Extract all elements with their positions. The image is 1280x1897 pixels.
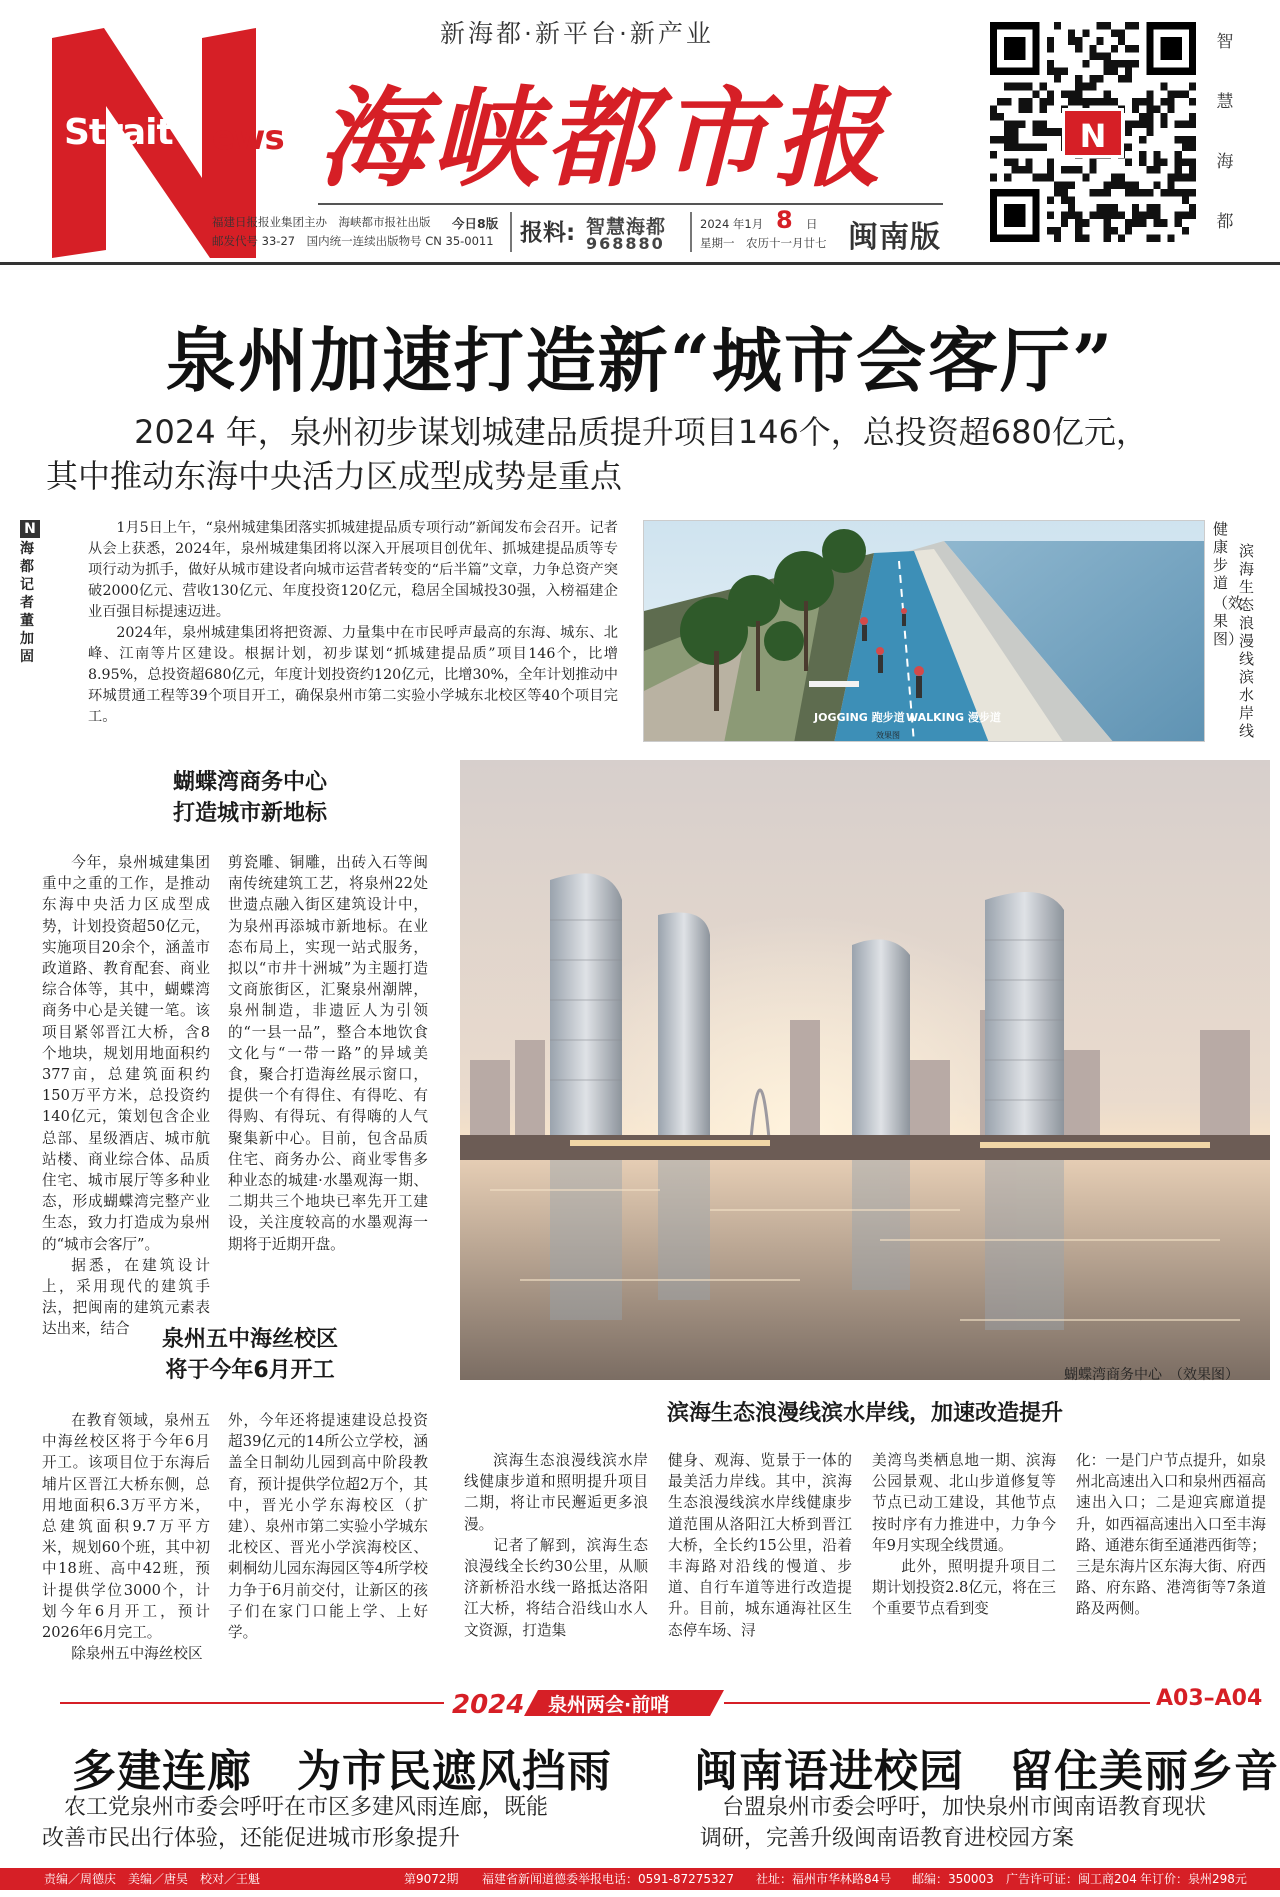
- body-paragraph: 据悉，在建筑设计上，采用现代的建筑手法，把闽南的建筑元素表达出来，结合: [42, 1256, 210, 1338]
- caption-col: 健康步道: [1213, 520, 1229, 592]
- section3-col3: [872, 1450, 1056, 1620]
- qr-side-char: 海: [1216, 152, 1234, 172]
- footer-license: 广告许可证：闽工商204: [1006, 1872, 1137, 1886]
- body-paragraph: 今年，泉州城建集团重中之重的工作，是推动东海中央活力区成型成势，计划投资超50亿元，实施项目20余个，涵盖市政道路、教育配套、商业综合体等，其中，蝴蝶湾商务中心是关键一笔。该项目紧邻晋江大桥，含8个地块，规划用地面积约377亩，总建筑面积约150万平方米，总投资约140亿元，策划包含企业总部、星级酒店、城市航站楼、商业综合体、品质住宅、城市展厅等多种业态，形成蝴蝶湾完整产业生态，致力打造成为泉州的“城市会客厅”。: [42, 854, 210, 1253]
- lead-subhead-line2: 其中推动东海中央活力区成型成势是重点: [46, 457, 623, 495]
- hotline-number: 968880: [586, 234, 665, 253]
- promo-summary-line: 改善市民出行体验，还能促进城市形象提升: [42, 1826, 461, 1851]
- body-paragraph: 剪瓷雕、铜雕，出砖入石等闽南传统建筑工艺，将泉州22处世遗点融入街区建筑设计中，为泉州再添城市新地标。在业态布局上，实现一站式服务，拟以“市井十洲城”为主题打造文商旅街区，汇聚泉州潮牌，泉州制造，非遗匠人为引领的“一县一品”，整合本地饮食文化与“一带一路”的异域美食，聚合打造海丝展示窗口，提供一个有得住、有得吃、有得购、有得玩、有得嗨的人气聚集新中心。目前，包含品质住宅、商务办公、商业零售多种业态的城建·水墨观海一期、二期共三个地块已率先开工建设，关注度较高的水墨观海一期将于近期开盘。: [228, 854, 428, 1253]
- qr-side-char: 智: [1216, 32, 1234, 52]
- slogan: 新海都·新平台·新产业: [440, 19, 714, 48]
- section2-title-line: 将于今年6月开工: [165, 1358, 335, 1383]
- date-suffix: 日: [806, 217, 818, 231]
- date-day: 8: [776, 206, 793, 234]
- masthead-rule: [318, 203, 943, 205]
- masthead-border: [0, 262, 1280, 265]
- section1-title-line: 打造城市新地标: [172, 801, 327, 826]
- logo-ews-text: ews: [212, 118, 284, 158]
- promenade-illustration: [644, 521, 1205, 742]
- body-paragraph: 健身、观海、览景于一体的最美活力岸线。其中，滨海生态浪漫线滨水岸线健康步道范围从洛阳江大桥到晋江大桥，全长约15公里，沿着丰海路对沿线的慢道、步道、自行车道等进行改造提升。目前，城东通海社区生态停车场、浔: [668, 1452, 852, 1639]
- section3-title: 滨海生态浪漫线滨水岸线，加速改造提升: [666, 1401, 1063, 1426]
- body-paragraph: 滨海生态浪漫线滨水岸线健康步道和照明提升项目二期，将让市民邂逅更多浪漫。: [464, 1452, 648, 1533]
- promo-summary-line: 农工党泉州市委会呼吁在市区多建风雨连廊，既能: [64, 1795, 549, 1820]
- body-paragraph: 外，今年还将提速建设总投资超39亿元的14所公立学校，涵盖全日制幼儿园到高中阶段教育，预计提供学位超2万个，其中，晋光小学东海校区（扩建）、泉州市第二实验小学城东北校区、晋光小学滨海校区、刺桐幼儿园东海园区等4所学校力争于6月前交付，让新区的孩子们在家门口能上学、上好学。: [228, 1412, 428, 1642]
- byline-text: 海都记者 董加固: [20, 541, 48, 665]
- hotline-label: 报料:: [520, 220, 576, 246]
- skyline-illustration: [460, 760, 1270, 1380]
- section3-col4: [1076, 1450, 1266, 1620]
- footer-issue: 第9072期: [404, 1872, 459, 1886]
- logo-strait-text: Strait: [64, 112, 173, 153]
- intro-paragraph: 2024年，泉州城建集团将把资源、力量集中在市民呼声最高的东海、城东、北峰、江南等片区建设。根据计划，初步谋划“抓城建提品质”项目146个，比增8.95%，总投资超680亿元，年度计划投资约120亿元，比增30%，全年计划推动中环城贯通工程等39个项目开工，确保泉州市第二实验小学城东北校区等40个项目完工。: [88, 625, 618, 725]
- paper-name: 海峡都市报: [318, 76, 889, 202]
- walking-label: WALKING 漫步道: [906, 711, 1001, 724]
- section1-title: [60, 767, 440, 829]
- jogging-label: JOGGING 跑步道: [814, 711, 905, 724]
- body-paragraph: 此外，照明提升项目二期计划投资2.8亿元，将在三个重要节点看到变: [872, 1558, 1056, 1618]
- caption-col: （效果图）: [1213, 594, 1244, 648]
- qr-side-char: 都: [1216, 212, 1234, 232]
- promo-tag-shape: [444, 1686, 724, 1720]
- lead-subhead-line1: 2024 年，泉州初步谋划城建品质提升项目146个，总投资超680亿元，: [134, 413, 1148, 451]
- intro-paragraph: 1月5日上午，“泉州城建集团落实抓城建提品质专项行动”新闻发布会召开。记者从会上获悉，2024年，泉州城建集团将以深入开展项目创优年、抓城建提品质等专项行动为抓手，做好从城市建设者向城市运营者转变的“后半篇”文章，力争总资产突破2000亿元、营收130亿元、年度投资120亿元，稳居全国城投30强，入榜福建企业百强目标提速迈进。: [88, 520, 618, 620]
- section1-col2: [228, 852, 428, 1255]
- intro-text: [88, 518, 618, 728]
- edition-name: 闽南版: [848, 220, 941, 255]
- promo-tag-year: 2024: [452, 1690, 525, 1720]
- masthead-divider: [510, 212, 512, 252]
- body-paragraph: 除泉州五中海丝校区: [71, 1645, 203, 1663]
- promo-right-headline[interactable]: 闽南语进校园 留住美丽乡音: [694, 1746, 1279, 1797]
- promo-right-summary: [700, 1792, 1270, 1854]
- effect-label: 效果图: [876, 731, 900, 740]
- section3-col1: [464, 1450, 648, 1641]
- footer-editors: 责编／周德庆 美编／唐昊 校对／王魁: [44, 1872, 261, 1886]
- section2-title-line: 泉州五中海丝校区: [161, 1327, 338, 1352]
- body-paragraph: 化：一是门户节点提升，如泉州北高速出入口和泉州西福高速出入口；二是迎宾廊道提升，如西福高速出入口至丰海路、通港东街至通港西街等；三是东海片区东海大街、府西路、府东路、港湾街等7条道路及两侧。: [1076, 1452, 1266, 1618]
- lead-headline: 泉州加速打造新“城市会客厅”: [165, 319, 1115, 402]
- promenade-rendering-image: [643, 520, 1205, 742]
- section3-col2: [668, 1450, 852, 1641]
- body-paragraph: 在教育领域，泉州五中海丝校区将于今年6月开工。该项目位于东海后埔片区晋江大桥东侧，总用地面积6.3万平方米，总建筑面积9.7万平方米，规划60个班，其中初中18班、高中42班，预计提供学位3000个，计划今年6月开工，预计2026年6月完工。: [42, 1412, 210, 1642]
- byline: [20, 520, 48, 666]
- section2-col1: [42, 1410, 210, 1664]
- promo-summary-line: 台盟泉州市委会呼吁，加快泉州市闽南语教育现状: [722, 1795, 1207, 1820]
- footer-postcode: 邮编：350003: [912, 1872, 994, 1886]
- footer-price: 年订价：泉州298元: [1140, 1872, 1247, 1886]
- promo-pages[interactable]: A03–A04: [1150, 1686, 1262, 1711]
- byline-n-mark: N: [20, 520, 40, 538]
- footer-address: 社址：福州市华林路84号: [756, 1872, 892, 1886]
- section1-col1: [42, 852, 210, 1340]
- hotline-name: 智慧海都: [586, 216, 667, 238]
- butterfly-bay-rendering-image: [460, 760, 1270, 1380]
- promo-left-headline[interactable]: 多建连廊 为市民遮风挡雨: [72, 1746, 612, 1797]
- section2-title: [60, 1324, 440, 1386]
- body-paragraph: 美湾鸟类栖息地一期、滨海公园景观、北山步道修复等节点已动工建设，其他节点按时序有力推进中，力争今年9月实现全线贯通。: [872, 1452, 1056, 1554]
- qr-side-label: [1214, 12, 1236, 252]
- section2-col2: [228, 1410, 428, 1643]
- qr-side-char: 慧: [1216, 92, 1234, 112]
- promo-tag-text: 泉州两会·前哨: [548, 1694, 670, 1716]
- footer-report-phone: 福建省新闻道德委举报电话：0591-87275327: [482, 1872, 734, 1886]
- postcode-text: 邮发代号 33-27 国内统一连续出版物号 CN 35-0011: [212, 234, 494, 248]
- butterfly-bay-caption: 蝴蝶湾商务中心 （效果图）: [1064, 1367, 1239, 1383]
- date-prefix: 2024 年1月: [700, 217, 764, 231]
- body-paragraph: 记者了解到，滨海生态浪漫线全长约30公里，从顺济新桥沿水线一路抵达洛阳江大桥，将结合沿线山水人文资源，打造集: [464, 1536, 648, 1639]
- sponsor-text: 福建日报报业集团主办 海峡都市报社出版: [212, 215, 431, 229]
- pages-today: 今日8版: [452, 216, 499, 231]
- masthead-divider: [690, 212, 692, 252]
- promo-summary-line: 调研，完善升级闽南语教育进校园方案: [700, 1826, 1075, 1851]
- section1-title-line: 蝴蝶湾商务中心: [172, 770, 327, 795]
- weekday-lunar: 星期一 农历十一月廿七: [700, 236, 827, 250]
- masthead: [0, 0, 1280, 262]
- promo-left-summary: [42, 1792, 622, 1854]
- caption-col: 滨海生态浪漫线滨水岸线: [1239, 542, 1255, 740]
- promo-tag[interactable]: [444, 1686, 724, 1720]
- qr-logo: N: [1062, 108, 1124, 158]
